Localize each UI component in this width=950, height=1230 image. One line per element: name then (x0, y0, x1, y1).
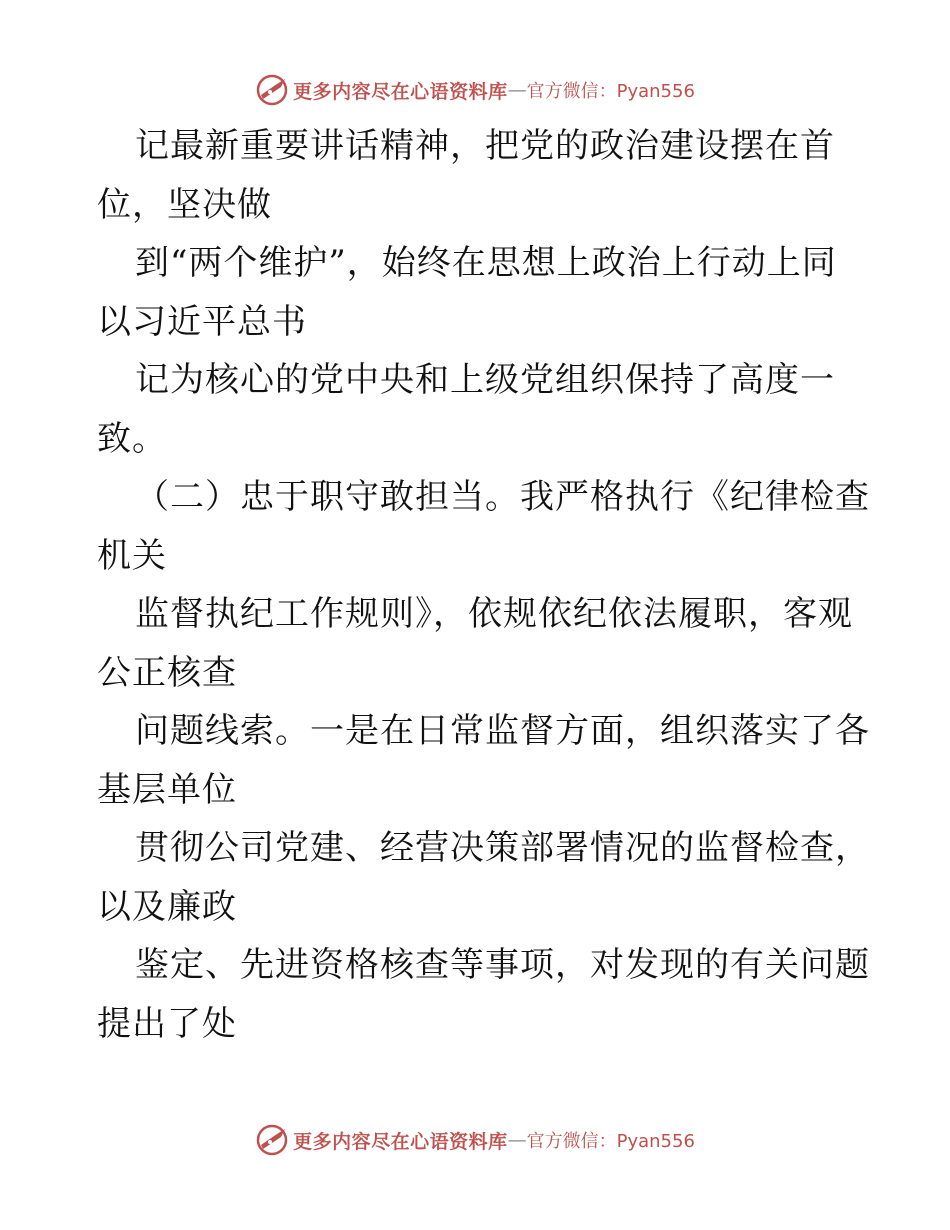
text-line: 提出了处 (97, 1003, 237, 1044)
text-line: 致。 (97, 418, 167, 459)
text-line: 监督执纪工作规则》，依规依纪依法履职，客观 (135, 594, 853, 634)
banner-separator: — (507, 1129, 527, 1151)
pen-nib-circle-icon (255, 1123, 289, 1157)
text-line: 位，坚决做 (97, 184, 272, 225)
header-banner (0, 70, 950, 110)
text-line: 机关 (97, 535, 167, 576)
text-line: 以及廉政 (97, 886, 237, 927)
banner-title: 更多内容尽在心语资料库 (293, 80, 508, 103)
footer-banner (0, 1120, 950, 1160)
banner-title: 更多内容尽在心语资料库 (293, 1130, 508, 1153)
text-line: 记为核心的党中央和上级党组织保持了高度一 (135, 360, 835, 400)
text-line: （二）忠于职守敢担当。我严格执行《纪律检查 (135, 477, 870, 517)
text-line: 到“两个维护”，始终在思想上政治上行动上同 (135, 243, 837, 283)
banner-contact: 官方微信：Pyan556 (526, 1131, 695, 1152)
pen-nib-circle-icon (255, 73, 289, 107)
text-line: 鉴定、先进资格核查等事项，对发现的有关问题 (135, 945, 870, 985)
banner-separator: — (507, 79, 527, 101)
text-line: 公正核查 (97, 652, 237, 693)
text-line: 贯彻公司党建、经营决策部署情况的监督检查， (135, 828, 870, 868)
document-body (97, 117, 877, 1053)
text-line: 问题线索。一是在日常监督方面，组织落实了各 (135, 711, 870, 751)
text-line: 基层单位 (97, 769, 237, 810)
banner-contact: 官方微信：Pyan556 (526, 81, 695, 102)
text-line: 以习近平总书 (97, 301, 307, 342)
text-line: 记最新重要讲话精神，把党的政治建设摆在首 (135, 126, 835, 166)
